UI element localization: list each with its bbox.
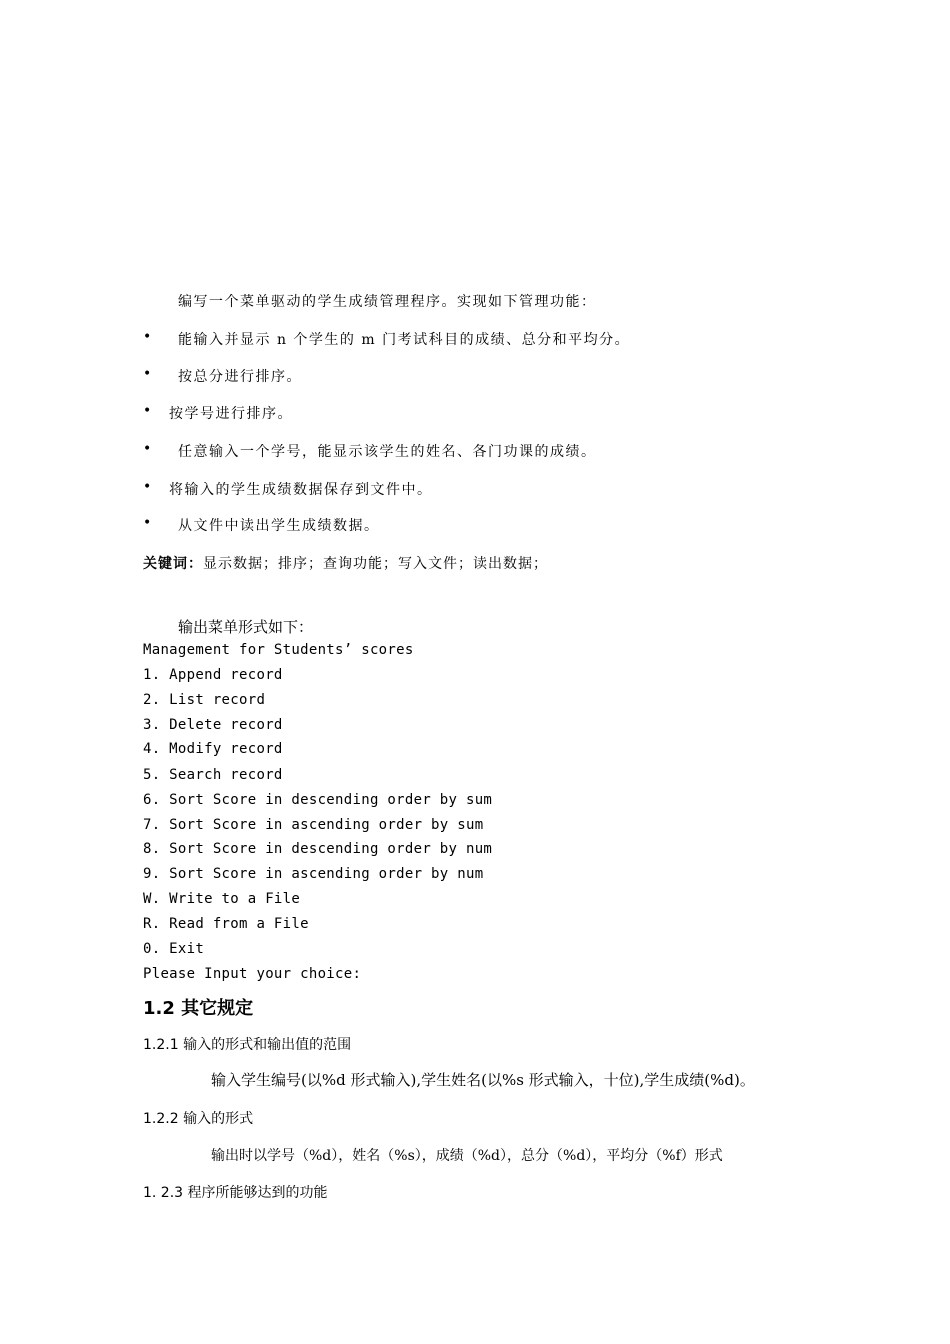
bullet-icon: • [143,479,152,495]
bullet-icon: • [143,441,152,457]
section-heading: 1.2 其它规定 [143,998,254,1019]
menu-intro: 输出菜单形式如下： [178,618,314,636]
subsection-heading: 1.2.1 输入的形式和输出值的范围 [143,1037,352,1053]
list-item-text: 任意输入一个学号，能显示该学生的姓名、各门功课的成绩。 [178,444,597,460]
menu-prompt: Please Input your choice: [143,966,362,982]
keywords-text: 显示数据；排序；查询功能；写入文件；读出数据； [203,556,548,572]
intro-paragraph: 编写一个菜单驱动的学生成绩管理程序。实现如下管理功能： [178,294,597,310]
menu-item: 6. Sort Score in descending order by sum [143,792,493,808]
list-item-text: 按总分进行排序。 [178,369,302,385]
subsection-heading: 1. 2.3 程序所能够达到的功能 [143,1185,328,1201]
bullet-icon: • [143,366,152,382]
menu-item: 0. Exit [143,941,205,957]
menu-item: R. Read from a File [143,916,309,932]
menu-item: 5. Search record [143,767,283,783]
bullet-icon: • [143,515,152,531]
keywords-label: 关键词： [143,556,203,572]
menu-item: 7. Sort Score in ascending order by sum [143,817,484,833]
subsection-heading: 1.2.2 输入的形式 [143,1111,254,1127]
menu-item: 8. Sort Score in descending order by num [143,841,493,857]
list-item-text: 将输入的学生成绩数据保存到文件中。 [169,482,433,498]
list-item-text: 能输入并显示 n 个学生的 m 门考试科目的成绩、总分和平均分。 [178,332,631,348]
menu-title: Management for Students’ scores [143,642,414,658]
menu-item: 9. Sort Score in ascending order by num [143,866,484,882]
list-item-text: 按学号进行排序。 [169,406,293,422]
menu-item: 4. Modify record [143,741,283,757]
bullet-icon: • [143,329,152,345]
keywords-line [143,553,548,573]
menu-item: 1. Append record [143,667,283,683]
menu-item: 2. List record [143,692,266,708]
list-item-text: 从文件中读出学生成绩数据。 [178,518,380,534]
bullet-icon: • [143,403,152,419]
subsection-paragraph: 输入学生编号(以%d 形式输入),学生姓名(以%s 形式输入，十位),学生成绩(%d)。 [211,1071,755,1089]
menu-item: W. Write to a File [143,891,301,907]
menu-item: 3. Delete record [143,717,283,733]
subsection-paragraph: 输出时以学号（%d），姓名（%s），成绩（%d），总分（%d），平均分（%f）形式 [211,1148,723,1164]
